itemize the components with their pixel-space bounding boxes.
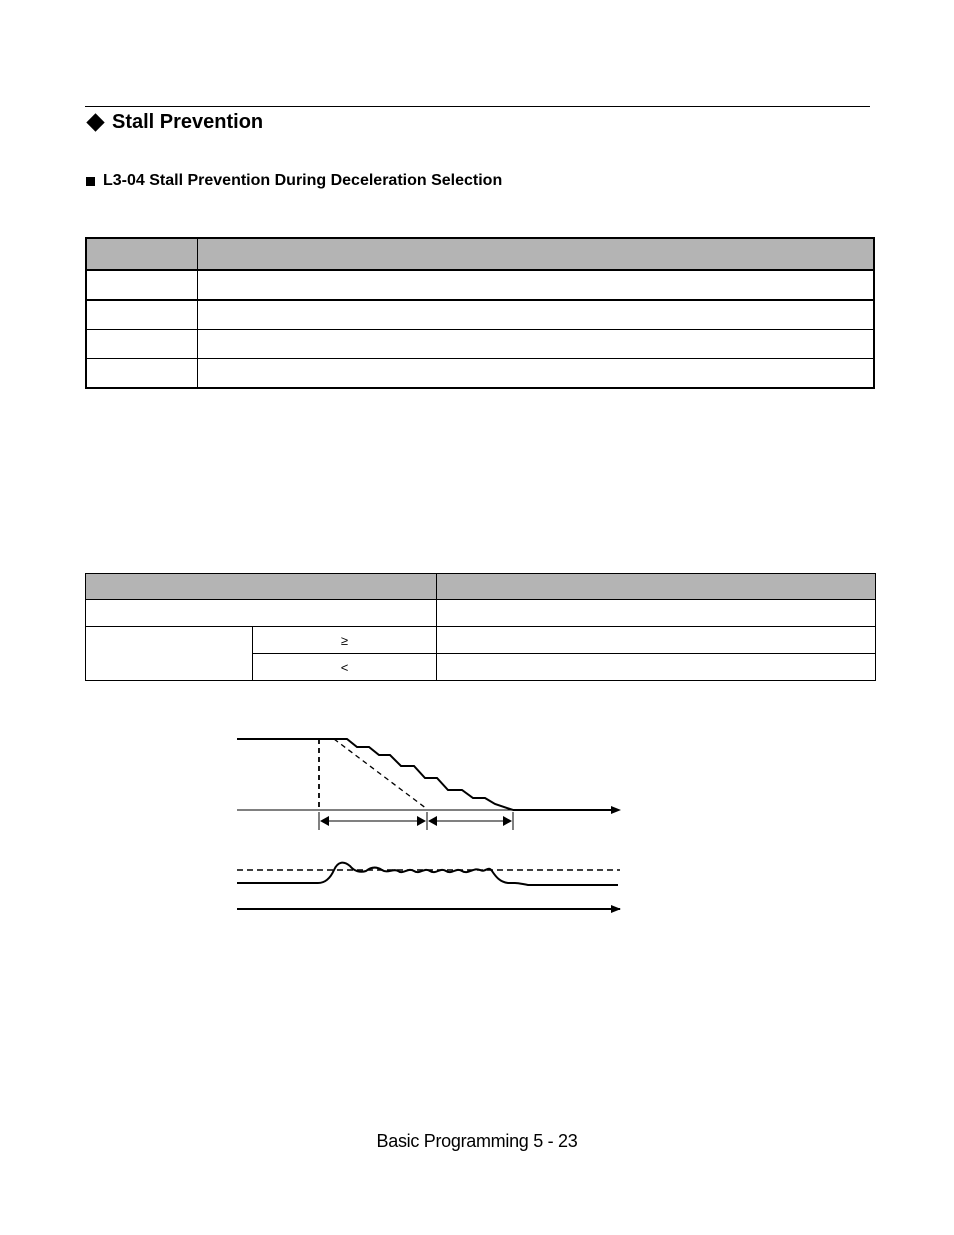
header-rule	[85, 106, 870, 107]
table-cell	[86, 330, 197, 359]
set-decel-dashed-line	[334, 739, 427, 809]
table-cell	[86, 359, 197, 389]
condition-table	[85, 573, 876, 681]
table-cell: ≥	[253, 627, 437, 654]
arrow-head	[320, 816, 329, 826]
table-cell	[86, 600, 437, 627]
table-cell	[197, 300, 874, 330]
table-row	[86, 627, 876, 654]
parameter-title: L3-04 Stall Prevention During Deceleration Selection	[103, 172, 503, 189]
table-cell	[86, 300, 197, 330]
table-header-cell	[86, 574, 437, 600]
table-header-row	[86, 238, 874, 270]
table-header-row	[86, 574, 876, 600]
square-bullet-icon	[86, 177, 95, 186]
table-row	[86, 600, 876, 627]
table-header-cell	[437, 574, 876, 600]
parameter-heading	[86, 172, 502, 190]
table-cell: <	[253, 654, 437, 681]
diamond-bullet-icon	[86, 113, 104, 131]
table-cell	[437, 654, 876, 681]
table-cell	[197, 330, 874, 359]
settings-table	[85, 237, 875, 389]
table-cell	[197, 359, 874, 389]
page-footer: Basic Programming 5 - 23	[376, 1131, 578, 1151]
table-cell	[86, 627, 253, 681]
arrow-head	[417, 816, 426, 826]
output-frequency-curve	[237, 739, 513, 810]
table-cell	[86, 270, 197, 300]
table-row	[86, 359, 874, 389]
table-cell	[197, 270, 874, 300]
table-cell	[437, 627, 876, 654]
arrow-head	[428, 816, 437, 826]
section-title: Stall Prevention	[112, 111, 264, 133]
table-row	[86, 330, 874, 359]
dc-bus-voltage-curve	[237, 863, 618, 885]
table-row	[86, 300, 874, 330]
table-row	[86, 270, 874, 300]
table-cell	[437, 600, 876, 627]
section-heading	[86, 111, 263, 134]
table-header-cell	[197, 238, 874, 270]
arrow-head	[503, 816, 512, 826]
stall-prevention-timing-diagram	[230, 725, 630, 925]
table-header-cell	[86, 238, 197, 270]
